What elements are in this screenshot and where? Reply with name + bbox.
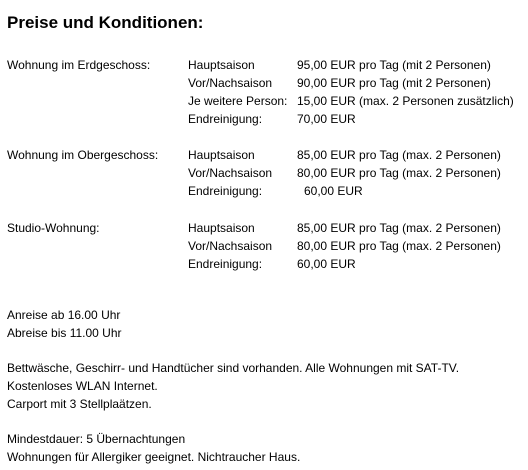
- price-value: 70,00 EUR: [297, 112, 356, 126]
- section-label: Wohnung im Erdgeschoss:: [7, 58, 151, 72]
- price-label: Hauptsaison: [188, 148, 255, 162]
- price-value: 90,00 EUR pro Tag (mit 2 Personen): [297, 76, 491, 90]
- section-label: Wohnung im Obergeschoss:: [7, 148, 159, 162]
- price-value: 60,00 EUR: [297, 257, 356, 271]
- checkin-text: Anreise ab 16.00 Uhr: [7, 308, 121, 322]
- price-label: Vor/Nachsaison: [188, 239, 273, 253]
- info-block: [7, 306, 522, 466]
- price-value: 15,00 EUR (max. 2 Personen zusätzlich): [297, 94, 514, 108]
- page-title: Preise und Konditionen:: [7, 13, 204, 32]
- price-value: 80,00 EUR pro Tag (max. 2 Personen): [297, 166, 501, 180]
- price-value: 80,00 EUR pro Tag (max. 2 Personen): [297, 239, 501, 253]
- price-label: Endreinigung:: [188, 257, 263, 271]
- allergy-text: Wohnungen für Allergiker geeignet. Nichtraucher Haus.: [7, 450, 301, 464]
- minimum-stay-text: Mindestdauer: 5 Übernachtungen: [7, 432, 186, 446]
- price-label: Hauptsaison: [188, 221, 255, 235]
- section-label: Studio-Wohnung:: [7, 221, 100, 235]
- spacer: [7, 342, 522, 359]
- price-label: Hauptsaison: [188, 58, 255, 72]
- price-value: 85,00 EUR pro Tag (max. 2 Personen): [297, 221, 501, 235]
- spacer: [7, 413, 522, 430]
- price-label: Vor/Nachsaison: [188, 166, 273, 180]
- price-value: 85,00 EUR pro Tag (max. 2 Personen): [297, 148, 501, 162]
- price-label: Je weitere Person:: [188, 94, 288, 108]
- carport-text: Carport mit 3 Stellplaätzen.: [7, 397, 152, 411]
- price-value: 95,00 EUR pro Tag (mit 2 Personen): [297, 58, 491, 72]
- price-label: Endreinigung:: [188, 112, 263, 126]
- price-value: 60,00 EUR: [304, 184, 363, 198]
- wlan-text: Kostenloses WLAN Internet.: [7, 379, 158, 393]
- checkout-text: Abreise bis 11.00 Uhr: [7, 326, 122, 340]
- price-label: Endreinigung:: [188, 184, 263, 198]
- price-label: Vor/Nachsaison: [188, 76, 273, 90]
- amenities-text: Bettwäsche, Geschirr- und Handtücher sind vorhanden. Alle Wohnungen mit SAT-TV.: [7, 361, 460, 375]
